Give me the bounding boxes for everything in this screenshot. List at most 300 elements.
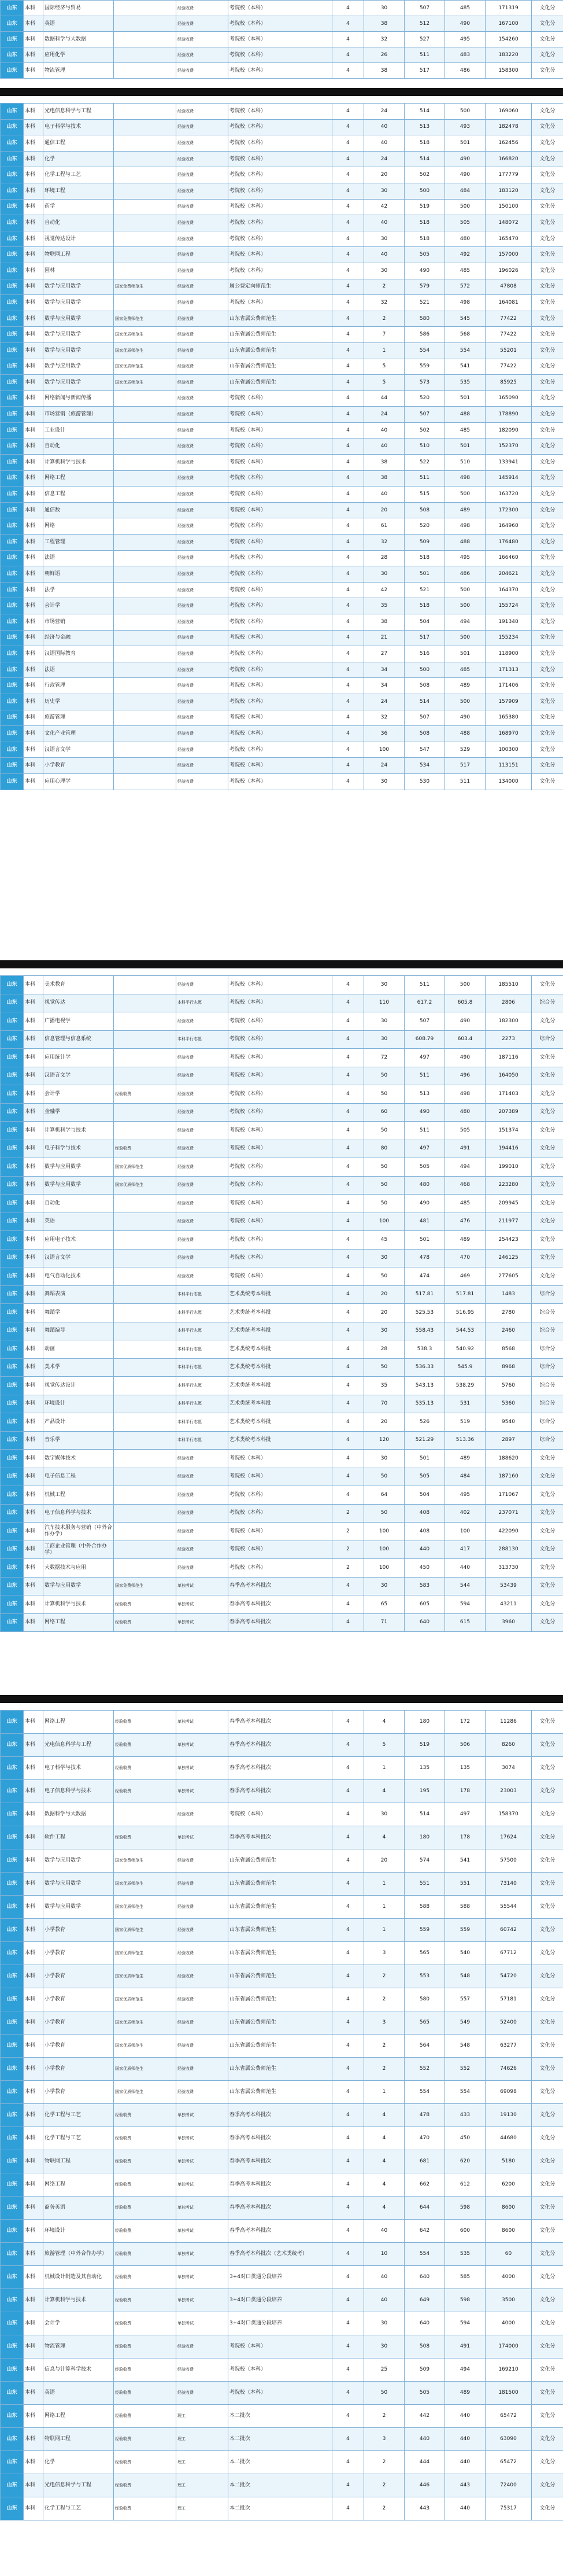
cell-min-rank: 422090 — [486, 1523, 532, 1541]
cell-min-rank: 8968 — [486, 1358, 532, 1377]
cell-min-rank: 1483 — [486, 1285, 532, 1304]
cell-province: 山东 — [1, 678, 24, 694]
cell-major: 旅游管理（中外合作办学） — [43, 2243, 114, 2266]
cell-major: 小学教育 — [43, 1988, 114, 2011]
cell-plan-type: 经验收费 — [176, 342, 228, 359]
cell-plan-count: 50 — [364, 1085, 405, 1104]
cell-remark — [114, 215, 176, 231]
cell-level: 本科 — [24, 2011, 43, 2035]
cell-remark: 经验收费 — [114, 2497, 176, 2520]
cell-years: 4 — [332, 455, 364, 471]
cell-max-score: 518 — [405, 215, 445, 231]
cell-remark — [114, 598, 176, 614]
cell-years: 4 — [332, 183, 364, 199]
cell-min-rank: 246125 — [486, 1249, 532, 1267]
cell-major: 汉语言文学 — [43, 1067, 114, 1085]
cell-score-type: 文化分 — [532, 2197, 563, 2220]
cell-major: 英语 — [43, 2382, 114, 2405]
cell-max-score: 583 — [405, 1577, 445, 1595]
cell-major: 小学教育 — [43, 2058, 114, 2081]
table-row — [1, 470, 563, 487]
cell-score-type: 文化分 — [532, 1803, 563, 1826]
cell-min-score: 505 — [445, 1122, 486, 1140]
cell-min-rank: 172300 — [486, 502, 532, 518]
cell-min-score: 483 — [445, 47, 486, 63]
cell-major: 金融学 — [43, 1103, 114, 1122]
cell-min-score: 594 — [445, 2312, 486, 2335]
cell-plan-type: 经验收费 — [176, 614, 228, 631]
section-divider — [0, 1695, 563, 1703]
cell-min-rank: 157909 — [486, 694, 532, 710]
cell-max-score: 504 — [405, 1486, 445, 1505]
cell-years: 4 — [332, 2243, 364, 2266]
cell-remark — [114, 438, 176, 455]
cell-score-type: 文化分 — [532, 2474, 563, 2497]
cell-remark — [114, 63, 176, 79]
cell-score-type: 文化分 — [532, 1140, 563, 1158]
cell-plan-type: 本科平行志愿 — [176, 1304, 228, 1322]
table-row — [1, 2405, 563, 2428]
cell-level: 本科 — [24, 1231, 43, 1250]
cell-min-rank: 277605 — [486, 1267, 532, 1286]
cell-major: 计算机科学与技术 — [43, 455, 114, 471]
cell-max-score: 490 — [405, 1195, 445, 1213]
cell-level: 本科 — [24, 16, 43, 32]
table-row — [1, 359, 563, 375]
table-row — [1, 422, 563, 438]
cell-major: 市场营销（旅游管理） — [43, 407, 114, 423]
cell-province: 山东 — [1, 710, 24, 726]
cell-batch: 考院校（本科） — [228, 119, 332, 135]
cell-min-score: 484 — [445, 183, 486, 199]
cell-years: 4 — [332, 994, 364, 1012]
cell-plan-count: 80 — [364, 1140, 405, 1158]
cell-level: 本科 — [24, 359, 43, 375]
cell-batch: 山东省属公费师范生 — [228, 2058, 332, 2081]
cell-batch: 考院校（本科） — [228, 1803, 332, 1826]
cell-province: 山东 — [1, 2405, 24, 2428]
cell-score-type: 文化分 — [532, 1176, 563, 1195]
cell-score-type: 文化分 — [532, 104, 563, 120]
cell-level: 本科 — [24, 1541, 43, 1559]
table-row — [1, 2428, 563, 2451]
table-row — [1, 2451, 563, 2474]
table-row — [1, 2127, 563, 2150]
cell-remark: 经验收费 — [114, 2243, 176, 2266]
cell-years: 4 — [332, 422, 364, 438]
cell-level: 本科 — [24, 678, 43, 694]
cell-province: 山东 — [1, 1122, 24, 1140]
cell-min-score: 485 — [445, 263, 486, 279]
cell-level: 本科 — [24, 1304, 43, 1322]
cell-plan-count: 2 — [364, 279, 405, 295]
cell-years: 4 — [332, 1012, 364, 1031]
cell-major: 汉语国际教育 — [43, 646, 114, 662]
cell-level: 本科 — [24, 2451, 43, 2474]
cell-major: 通信工程 — [43, 135, 114, 152]
cell-years: 4 — [332, 32, 364, 47]
cell-min-score: 500 — [445, 598, 486, 614]
cell-major: 应用统计学 — [43, 1049, 114, 1067]
cell-plan-type: 经验收费 — [176, 16, 228, 32]
cell-remark: 国家优质师范生 — [114, 1176, 176, 1195]
cell-remark — [114, 1395, 176, 1413]
cell-plan-count: 50 — [364, 2382, 405, 2405]
cell-score-type: 文化分 — [532, 1711, 563, 1734]
cell-min-rank: 63090 — [486, 2428, 532, 2451]
cell-max-score: 450 — [405, 1559, 445, 1578]
cell-major: 小学教育 — [43, 2035, 114, 2058]
table-row — [1, 2081, 563, 2104]
cell-remark — [114, 994, 176, 1012]
cell-plan-count: 28 — [364, 550, 405, 566]
cell-major: 小学教育 — [43, 1919, 114, 1942]
cell-plan-count: 110 — [364, 994, 405, 1012]
cell-min-score: 417 — [445, 1541, 486, 1559]
cell-score-type: 文化分 — [532, 1049, 563, 1067]
cell-min-rank: 183120 — [486, 183, 532, 199]
cell-max-score: 516 — [405, 646, 445, 662]
cell-max-score: 662 — [405, 2173, 445, 2197]
cell-major: 会计学 — [43, 598, 114, 614]
cell-major: 网络工程 — [43, 1613, 114, 1632]
cell-min-score: 490 — [445, 151, 486, 167]
cell-min-rank: 169060 — [486, 104, 532, 120]
cell-years: 4 — [332, 1304, 364, 1322]
cell-batch: 考院校（本科） — [228, 994, 332, 1012]
cell-max-score: 642 — [405, 2220, 445, 2243]
cell-max-score: 180 — [405, 1826, 445, 1849]
cell-min-score: 500 — [445, 582, 486, 598]
cell-remark: 国家免费师范生 — [114, 1849, 176, 1873]
cell-max-score: 513 — [405, 1085, 445, 1104]
cell-plan-count: 2 — [364, 1965, 405, 1988]
cell-max-score: 481 — [405, 1213, 445, 1231]
cell-major: 文化产业管理 — [43, 726, 114, 742]
cell-batch: 考院校（本科） — [228, 678, 332, 694]
cell-plan-count: 70 — [364, 1395, 405, 1413]
cell-years: 4 — [332, 2150, 364, 2173]
cell-min-rank: 53439 — [486, 1577, 532, 1595]
cell-plan-type: 经验收费 — [176, 598, 228, 614]
cell-min-rank: 155234 — [486, 630, 532, 646]
cell-min-score: 470 — [445, 1249, 486, 1267]
cell-score-type: 文化分 — [532, 455, 563, 471]
cell-plan-count: 30 — [364, 976, 405, 994]
cell-max-score: 547 — [405, 742, 445, 758]
cell-max-score: 508 — [405, 678, 445, 694]
cell-province: 山东 — [1, 311, 24, 327]
cell-batch: 考院校（本科） — [228, 726, 332, 742]
cell-plan-count: 1 — [364, 1919, 405, 1942]
table-row — [1, 1965, 563, 1988]
cell-years: 4 — [332, 1049, 364, 1067]
cell-min-score: 491 — [445, 2335, 486, 2358]
cell-major: 电子信息科学与技术 — [43, 1780, 114, 1803]
cell-major: 数学与应用数学 — [43, 1577, 114, 1595]
cell-province: 山东 — [1, 630, 24, 646]
table-row — [1, 1213, 563, 1231]
cell-remark — [114, 1267, 176, 1286]
cell-province: 山东 — [1, 2058, 24, 2081]
cell-batch: 春季高考本科批次 — [228, 2173, 332, 2197]
cell-years: 4 — [332, 1249, 364, 1267]
cell-level: 本科 — [24, 231, 43, 247]
cell-plan-count: 44 — [364, 390, 405, 407]
cell-batch: 考院校（本科） — [228, 535, 332, 551]
cell-score-type: 综合分 — [532, 1340, 563, 1359]
cell-min-rank: 196026 — [486, 263, 532, 279]
cell-min-score: 500 — [445, 104, 486, 120]
cell-remark — [114, 502, 176, 518]
table-row — [1, 1322, 563, 1340]
table-row — [1, 630, 563, 646]
cell-plan-type: 经验收费 — [176, 678, 228, 694]
cell-years: 4 — [332, 16, 364, 32]
cell-level: 本科 — [24, 1757, 43, 1780]
cell-plan-count: 42 — [364, 199, 405, 215]
cell-max-score: 509 — [405, 2358, 445, 2382]
cell-score-type: 文化分 — [532, 502, 563, 518]
cell-plan-count: 40 — [364, 2220, 405, 2243]
table-row — [1, 2011, 563, 2035]
cell-plan-type: 经验收费 — [176, 2335, 228, 2358]
cell-years: 2 — [332, 1559, 364, 1578]
table-row — [1, 1896, 563, 1919]
cell-years: 4 — [332, 535, 364, 551]
table-row — [1, 438, 563, 455]
cell-min-rank: 19130 — [486, 2104, 532, 2127]
table-row — [1, 1103, 563, 1122]
cell-min-score: 493 — [445, 119, 486, 135]
cell-min-rank: 4000 — [486, 2312, 532, 2335]
cell-score-type: 文化分 — [532, 487, 563, 503]
cell-batch: 本二批次 — [228, 2451, 332, 2474]
cell-score-type: 文化分 — [532, 1757, 563, 1780]
cell-plan-count: 30 — [364, 1, 405, 16]
cell-plan-type: 单独考试 — [176, 1711, 228, 1734]
cell-years: 4 — [332, 487, 364, 503]
cell-batch: 考院校（本科） — [228, 710, 332, 726]
cell-min-score: 531 — [445, 1395, 486, 1413]
cell-years: 4 — [332, 1988, 364, 2011]
cell-score-type: 文化分 — [532, 742, 563, 758]
cell-score-type: 综合分 — [532, 1413, 563, 1432]
cell-remark — [114, 422, 176, 438]
cell-remark: 经验收费 — [114, 2127, 176, 2150]
cell-max-score: 444 — [405, 2451, 445, 2474]
cell-plan-count: 30 — [364, 1249, 405, 1267]
cell-plan-count: 2 — [364, 2035, 405, 2058]
cell-batch: 考院校（本科） — [228, 662, 332, 678]
cell-major: 历史学 — [43, 694, 114, 710]
cell-score-type: 文化分 — [532, 2127, 563, 2150]
cell-min-score: 545 — [445, 311, 486, 327]
table-row — [1, 1559, 563, 1578]
cell-plan-count: 30 — [364, 1322, 405, 1340]
cell-province: 山东 — [1, 976, 24, 994]
cell-major: 小学教育 — [43, 2081, 114, 2104]
cell-score-type: 文化分 — [532, 2289, 563, 2312]
cell-batch: 考院校（本科） — [228, 2335, 332, 2358]
cell-min-score: 506 — [445, 1734, 486, 1757]
cell-level: 本科 — [24, 1988, 43, 2011]
cell-plan-type: 经验收费 — [176, 518, 228, 535]
cell-remark: 经验收费 — [114, 2312, 176, 2335]
cell-level: 本科 — [24, 630, 43, 646]
cell-batch: 春季高考本科批次 — [228, 1577, 332, 1595]
cell-score-type: 文化分 — [532, 2035, 563, 2058]
cell-min-rank: 44680 — [486, 2127, 532, 2150]
cell-years: 4 — [332, 1358, 364, 1377]
cell-batch: 艺术类统考本科批 — [228, 1304, 332, 1322]
cell-min-rank: 164370 — [486, 582, 532, 598]
cell-min-score: 585 — [445, 2266, 486, 2289]
cell-max-score: 446 — [405, 2474, 445, 2497]
cell-major: 数据科学与大数据 — [43, 32, 114, 47]
cell-province: 山东 — [1, 694, 24, 710]
cell-major: 环境设计 — [43, 2220, 114, 2243]
cell-province: 山东 — [1, 1803, 24, 1826]
cell-score-type: 文化分 — [532, 327, 563, 343]
cell-plan-count: 34 — [364, 662, 405, 678]
table-row — [1, 151, 563, 167]
cell-years: 4 — [332, 1711, 364, 1734]
cell-min-rank: 237071 — [486, 1504, 532, 1523]
cell-major: 小学教育 — [43, 758, 114, 774]
cell-max-score: 558.43 — [405, 1322, 445, 1340]
cell-plan-type: 本科平行志愿 — [176, 1340, 228, 1359]
cell-max-score: 588 — [405, 1896, 445, 1919]
cell-province: 山东 — [1, 295, 24, 311]
cell-batch: 春季高考本科批次 — [228, 1826, 332, 1849]
cell-province: 山东 — [1, 1541, 24, 1559]
cell-plan-type: 本科平行志愿 — [176, 1322, 228, 1340]
table-row — [1, 1085, 563, 1104]
cell-province: 山东 — [1, 2081, 24, 2104]
cell-province: 山东 — [1, 1213, 24, 1231]
cell-plan-count: 40 — [364, 135, 405, 152]
cell-plan-type: 经验收费 — [176, 295, 228, 311]
cell-level: 本科 — [24, 502, 43, 518]
cell-level: 本科 — [24, 470, 43, 487]
cell-plan-type: 经验收费 — [176, 2081, 228, 2104]
cell-score-type: 文化分 — [532, 662, 563, 678]
cell-score-type: 文化分 — [532, 2081, 563, 2104]
cell-plan-count: 30 — [364, 231, 405, 247]
cell-min-score: 172 — [445, 1711, 486, 1734]
table-row — [1, 263, 563, 279]
cell-province: 山东 — [1, 1468, 24, 1486]
cell-province: 山东 — [1, 1140, 24, 1158]
cell-major: 通信数 — [43, 502, 114, 518]
cell-max-score: 512 — [405, 16, 445, 32]
cell-score-type: 文化分 — [532, 1486, 563, 1505]
cell-province: 山东 — [1, 2266, 24, 2289]
cell-min-score: 517 — [445, 758, 486, 774]
cell-min-rank: 52400 — [486, 2011, 532, 2035]
cell-min-rank: 148072 — [486, 215, 532, 231]
table-row — [1, 375, 563, 391]
cell-batch: 考院校（本科） — [228, 199, 332, 215]
cell-min-rank: 155724 — [486, 598, 532, 614]
cell-batch: 艺术类统考本科批 — [228, 1377, 332, 1395]
cell-remark — [114, 582, 176, 598]
cell-min-rank: 67712 — [486, 1942, 532, 1965]
cell-min-rank: 69098 — [486, 2081, 532, 2104]
cell-batch: 本二批次 — [228, 2428, 332, 2451]
cell-major: 物联网工程 — [43, 2428, 114, 2451]
cell-plan-count: 50 — [364, 1176, 405, 1195]
cell-level: 本科 — [24, 535, 43, 551]
cell-min-score: 500 — [445, 487, 486, 503]
cell-plan-type: 单独考试 — [176, 1780, 228, 1803]
table-row — [1, 1942, 563, 1965]
cell-max-score: 470 — [405, 2127, 445, 2150]
cell-min-score: 135 — [445, 1757, 486, 1780]
cell-max-score: 501 — [405, 1450, 445, 1468]
cell-max-score: 501 — [405, 1231, 445, 1250]
cell-batch: 考院校（本科） — [228, 1195, 332, 1213]
cell-batch: 考院校（本科） — [228, 1122, 332, 1140]
cell-plan-type: 本科平行志愿 — [176, 1358, 228, 1377]
cell-plan-count: 30 — [364, 2335, 405, 2358]
cell-remark: 经验收费 — [114, 2474, 176, 2497]
cell-batch: 春季高考本科批次 — [228, 1780, 332, 1803]
cell-min-score: 568 — [445, 327, 486, 343]
cell-province: 山东 — [1, 1267, 24, 1286]
cell-batch: 考院校（本科） — [228, 455, 332, 471]
cell-years: 4 — [332, 614, 364, 631]
cell-major: 数学与应用数学 — [43, 1849, 114, 1873]
cell-batch: 考院校（本科） — [228, 295, 332, 311]
cell-max-score: 521 — [405, 582, 445, 598]
cell-remark — [114, 231, 176, 247]
cell-score-type: 文化分 — [532, 16, 563, 32]
cell-province: 山东 — [1, 1176, 24, 1195]
cell-remark — [114, 535, 176, 551]
table-row — [1, 994, 563, 1012]
cell-years: 4 — [332, 390, 364, 407]
cell-plan-count: 4 — [364, 2173, 405, 2197]
cell-major: 法语 — [43, 550, 114, 566]
cell-major: 数学与应用数学 — [43, 342, 114, 359]
cell-province: 山东 — [1, 1486, 24, 1505]
cell-plan-count: 2 — [364, 311, 405, 327]
cell-min-rank: 174000 — [486, 2335, 532, 2358]
cell-major: 法学 — [43, 582, 114, 598]
cell-level: 本科 — [24, 1249, 43, 1267]
cell-plan-count: 4 — [364, 2127, 405, 2150]
cell-remark: 经验收费 — [114, 2289, 176, 2312]
cell-level: 本科 — [24, 1122, 43, 1140]
cell-major: 应用电子技术 — [43, 1231, 114, 1250]
cell-min-rank: 5760 — [486, 1377, 532, 1395]
admission-table — [0, 0, 563, 79]
cell-max-score: 518 — [405, 231, 445, 247]
cell-remark — [114, 1377, 176, 1395]
cell-major: 机械工程 — [43, 1486, 114, 1505]
cell-years: 4 — [332, 119, 364, 135]
table-row — [1, 773, 563, 790]
cell-score-type: 文化分 — [532, 1780, 563, 1803]
cell-min-score: 519 — [445, 1413, 486, 1432]
cell-province: 山东 — [1, 1377, 24, 1395]
cell-plan-type: 本科平行志愿 — [176, 1431, 228, 1450]
cell-max-score: 554 — [405, 2243, 445, 2266]
cell-remark: 经验收费 — [114, 1140, 176, 1158]
cell-years: 4 — [332, 2497, 364, 2520]
